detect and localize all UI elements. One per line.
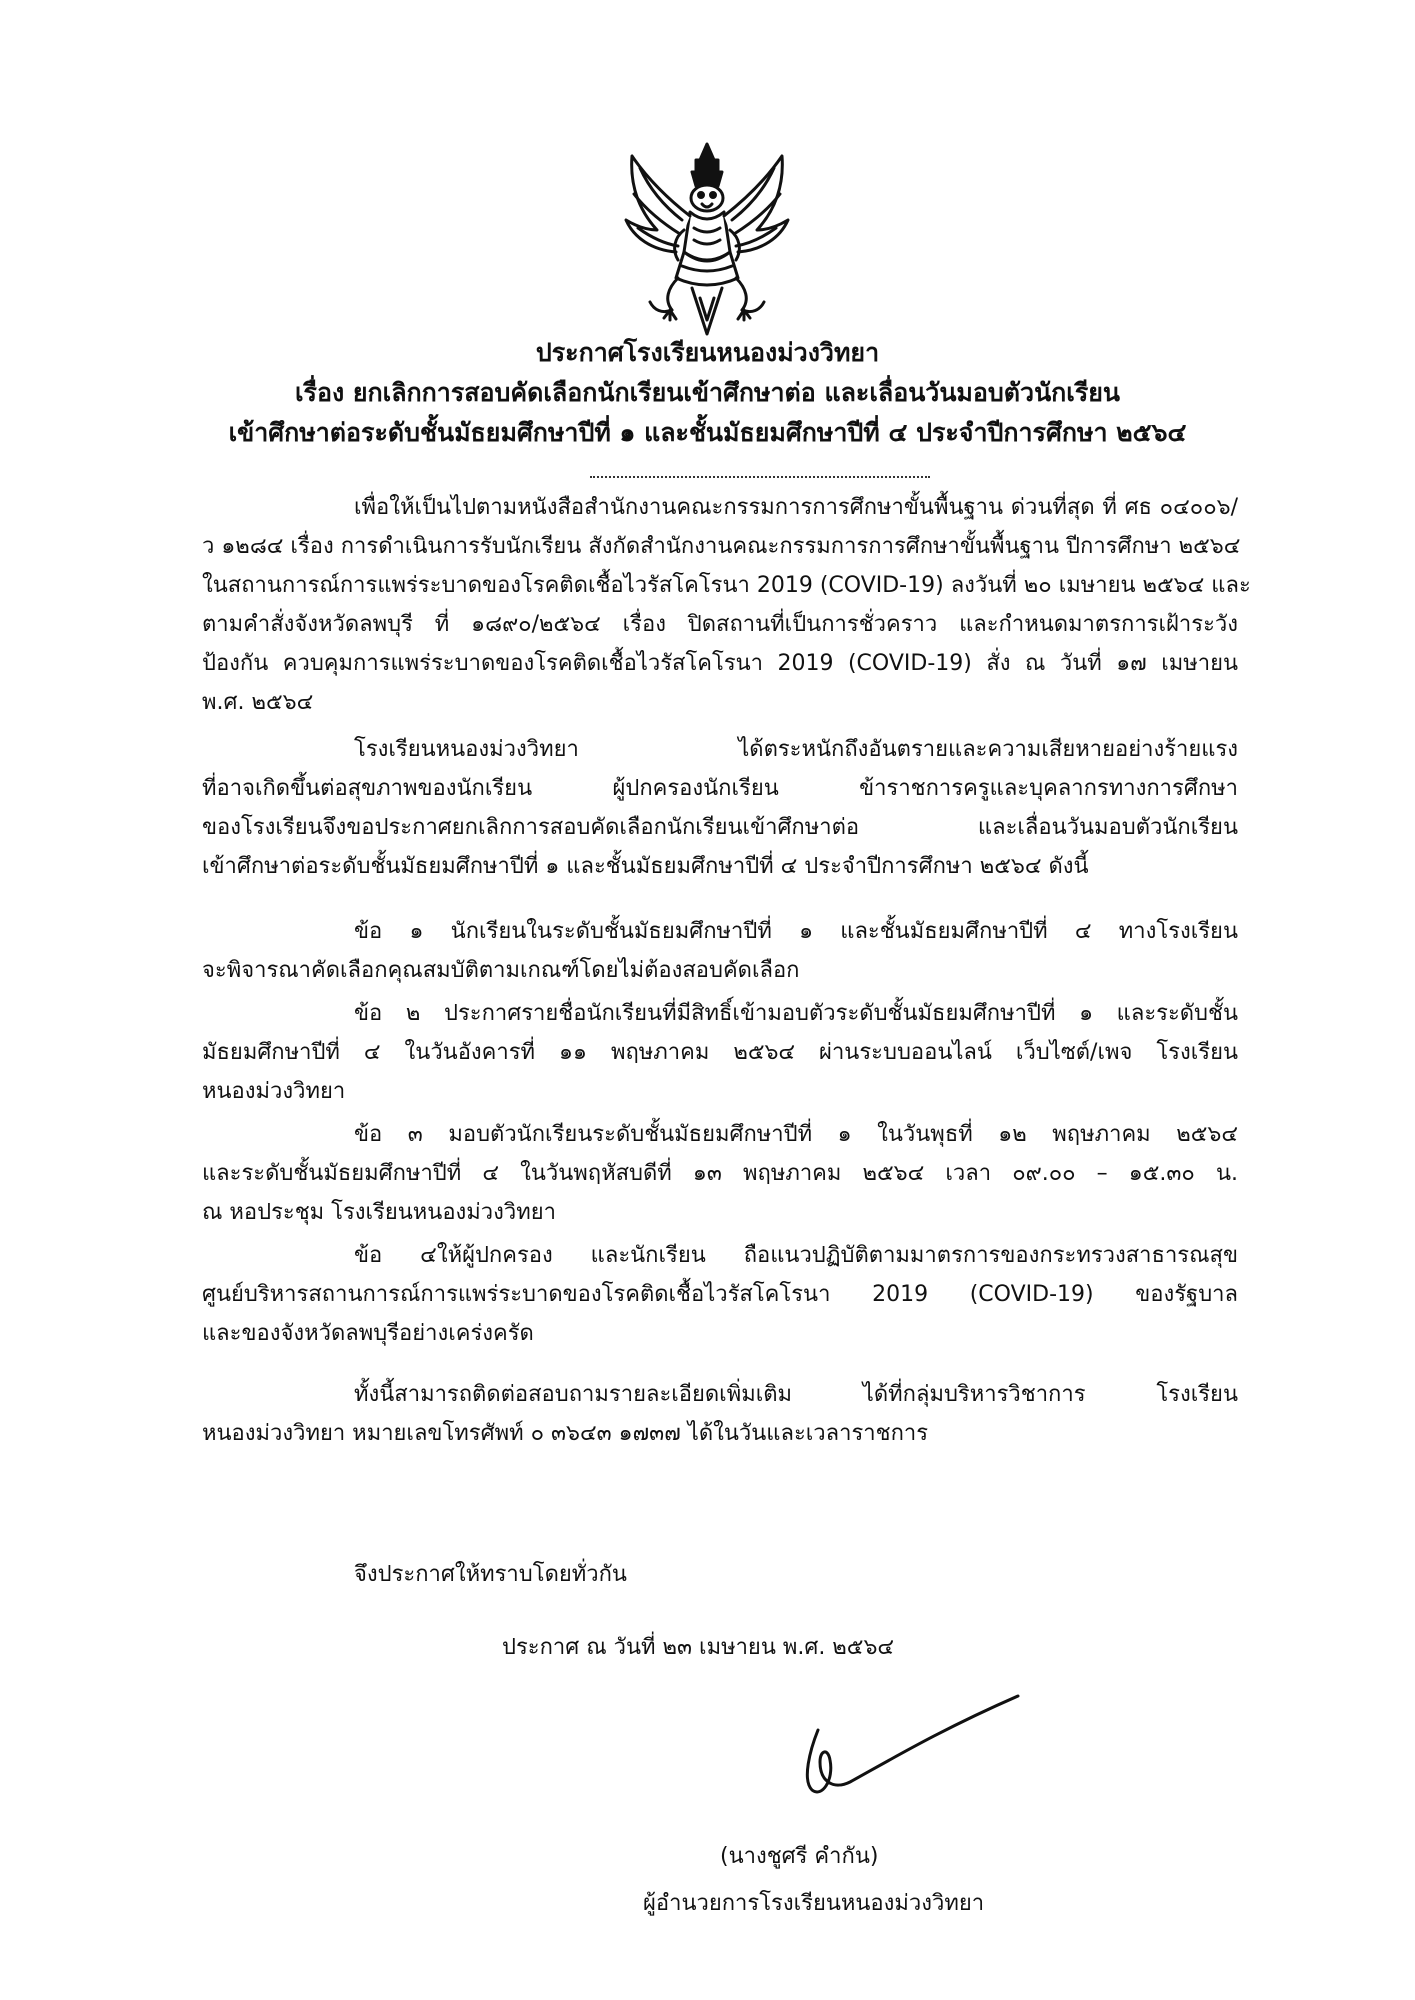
text-line: ข้อ ๑ นักเรียนในระดับชั้นมัธยมศึกษาปีที่ ๑ และชั้นมัธยมศึกษาปีที่ ๔ ทางโรงเรียน [354,919,1238,944]
header-title: ประกาศโรงเรียนหนองม่วงวิทยา [535,338,880,367]
text-line: เข้าศึกษาต่อระดับชั้นมัธยมศึกษาปีที่ ๑ และชั้นมัธยมศึกษาปีที่ ๔ ประจำปีการศึกษา ๒๕๖๔ ดังนี้ [202,854,1089,879]
item-1 [202,912,1238,990]
text-line: ตามคำสั่งจังหวัดลพบุรี ที่ ๑๘๙๐/๒๕๖๔ เรื่อง ปิดสถานที่เป็นการชั่วคราว และกำหนดมาตรการเฝ้าระวัง [202,612,1238,637]
garuda-emblem-icon [612,138,802,338]
header-subject-cont: เข้าศึกษาต่อระดับชั้นมัธยมศึกษาปีที่ ๑ และชั้นมัธยมศึกษาปีที่ ๔ ประจำปีการศึกษา ๒๕๖๔ [228,418,1187,447]
text-line: มัธยมศึกษาปีที่ ๔ ในวันอังคารที่ ๑๑ พฤษภาคม ๒๕๖๔ ผ่านระบบออนไลน์ เว็บไซต์/เพจ โรงเรียน [202,1040,1238,1065]
text-line: พ.ศ. ๒๕๖๔ [202,690,314,715]
text-line: ของโรงเรียนจึงขอประกาศยกเลิกการสอบคัดเลือกนักเรียนเข้าศึกษาต่อ และเลื่อนวันมอบตัวนักเรียน [202,815,1238,840]
text-line: เพื่อให้เป็นไปตามหนังสือสำนักงานคณะกรรมการการศึกษาขั้นพื้นฐาน ด่วนที่สุด ที่ ศธ ๐๔๐๐๖/ [354,495,1238,520]
text-line: ข้อ ๒ ประกาศรายชื่อนักเรียนที่มีสิทธิ์เข้ามอบตัวระดับชั้นมัธยมศึกษาปีที่ ๑ และระดับชั้น [354,1001,1238,1026]
text-line: ที่อาจเกิดขึ้นต่อสุขภาพของนักเรียน ผู้ปกครองนักเรียน ข้าราชการครูและบุคลากรทางการศึกษา [202,776,1238,801]
text-line: ในสถานการณ์การแพร่ระบาดของโรคติดเชื้อไวรัสโคโรนา 2019 (COVID-19) ลงวันที่ ๒๐ เมษายน ๒๕๖๔ และ [202,573,1251,598]
announcement-date: ประกาศ ณ วันที่ ๒๓ เมษายน พ.ศ. ๒๕๖๔ [502,1635,895,1660]
text-line: ข้อ ๓ มอบตัวนักเรียนระดับชั้นมัธยมศึกษาปีที่ ๑ ในวันพุธที่ ๑๒ พฤษภาคม ๒๕๖๔ [354,1122,1238,1147]
text-line: ว ๑๒๘๔ เรื่อง การดำเนินการรับนักเรียน สังกัดสำนักงานคณะกรรมการการศึกษาขั้นพื้นฐาน ปีการศึกษา ๒๕๖๔ [202,534,1241,559]
paragraph-contact [202,1375,1238,1453]
signature-icon [790,1690,1030,1810]
text-line: ทั้งนี้สามารถติดต่อสอบถามรายละเอียดเพิ่มเติม ได้ที่กลุ่มบริหารวิชาการ โรงเรียน [354,1382,1238,1407]
text-line: ข้อ ๔ให้ผู้ปกครอง และนักเรียน ถือแนวปฏิบัติตามมาตรการของกระทรวงสาธารณสุข [354,1243,1238,1268]
text-line: โรงเรียนหนองม่วงวิทยา ได้ตระหนักถึงอันตรายและความเสียหายอย่างร้ายแรง [354,737,1238,762]
signer-title: ผู้อำนวยการโรงเรียนหนองม่วงวิทยา [643,1891,985,1916]
signer-name: (นางชูศรี คำกัน) [720,1844,879,1869]
document-body [202,488,1251,1453]
text-line: หนองม่วงวิทยา [202,1079,346,1104]
item-2 [202,994,1238,1111]
header-subject: เรื่อง ยกเลิกการสอบคัดเลือกนักเรียนเข้าศึกษาต่อ และเลื่อนวันมอบตัวนักเรียน [294,378,1121,407]
text-line: และระดับชั้นมัธยมศึกษาปีที่ ๔ ในวันพฤหัสบดีที่ ๑๓ พฤษภาคม ๒๕๖๔ เวลา ๐๙.๐๐ – ๑๕.๓๐ น. [202,1161,1238,1186]
text-line: ศูนย์บริหารสถานการณ์การแพร่ระบาดของโรคติดเชื้อไวรัสโคโรนา 2019 (COVID-19) ของรัฐบาล [202,1282,1238,1307]
text-line: จะพิจารณาคัดเลือกคุณสมบัติตามเกณฑ์โดยไม่ต้องสอบคัดเลือก [202,958,800,983]
announcement-header [150,333,1265,453]
text-line: และของจังหวัดลพบุรีอย่างเคร่งครัด [202,1321,534,1346]
closing-statement: จึงประกาศให้ทราบโดยทั่วกัน [354,1562,627,1587]
text-line: ณ หอประชุม โรงเรียนหนองม่วงวิทยา [202,1200,556,1225]
paragraph-announcement [202,730,1238,886]
text-line: หนองม่วงวิทยา หมายเลขโทรศัพท์ ๐ ๓๖๔๓ ๑๗๓๗ ได้ในวันและเวลาราชการ [202,1421,929,1446]
dotted-divider [590,476,930,478]
item-4 [202,1236,1238,1353]
item-3 [202,1115,1238,1232]
text-line: ป้องกัน ควบคุมการแพร่ระบาดของโรคติดเชื้อไวรัสโคโรนา 2019 (COVID-19) สั่ง ณ วันที่ ๑๗ เมษายน [202,651,1238,676]
paragraph-reference [202,488,1251,722]
